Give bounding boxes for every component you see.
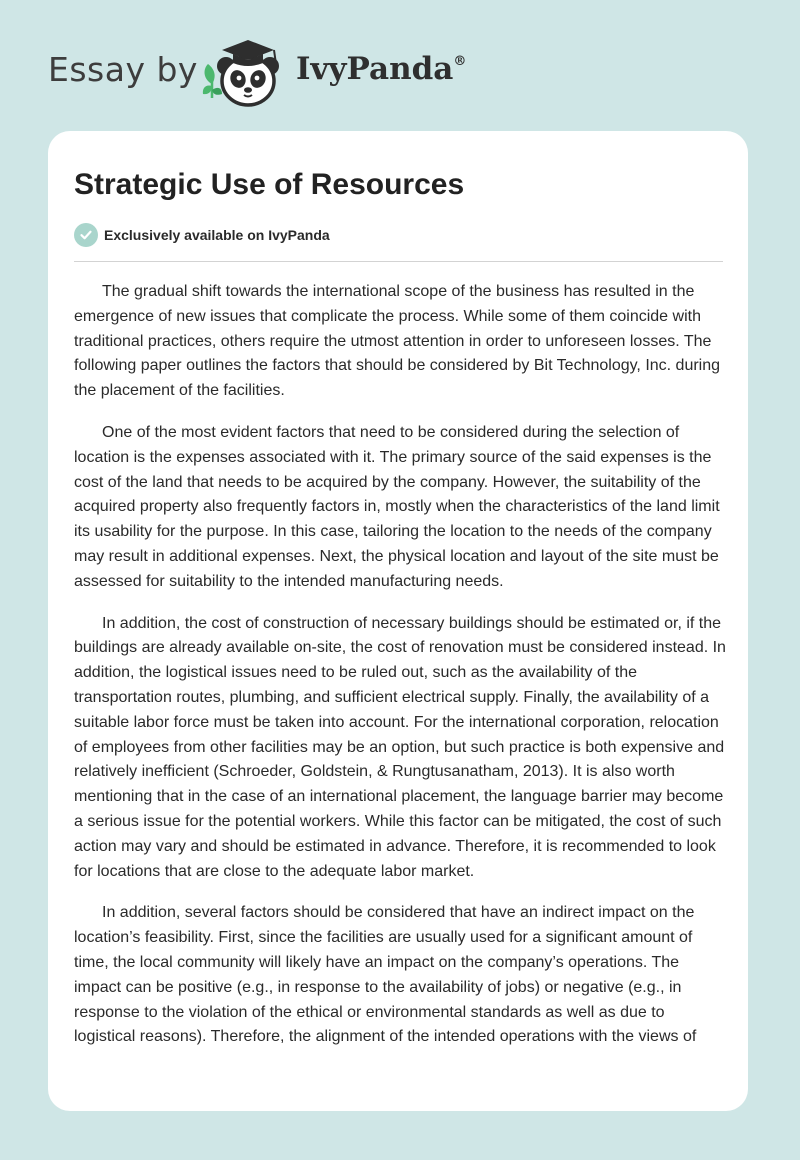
- exclusive-badge: [74, 222, 330, 248]
- brand-name[interactable]: IvyPanda®: [296, 51, 467, 87]
- paragraph: In addition, the cost of construction of necessary buildings should be estimated or, if the buildings are already available on-site, the cost of renovation must be considered instead. In addition, the logistical issues need to be ruled out, such as the availability of the transportation routes, plumbing, and sufficient electrical supply. Finally, the availability of a suitable labor force must be taken into account. For the international corporation, relocation of employees from other facilities may be an option, but such practice is both expensive and relatively inefficient (Schroeder, Goldstein, & Rungtusanatham, 2013). It is also worth mentioning that in the case of an international placement, the language barrier may become a serious issue for the potential workers. While this factor can be mitigated, the cost of such action may vary and should be estimated in advance. Therefore, it is recommended to look for locations that are close to the adequate labor market.: [74, 614, 726, 880]
- panda-graduate-logo-icon[interactable]: [200, 34, 292, 108]
- divider: [74, 261, 723, 262]
- check-circle-icon: [74, 223, 98, 247]
- paragraph: One of the most evident factors that need to be considered during the selection of location is the expenses associated with it. The primary source of the said expenses is the cost of the land that needs to be acquired by the company. However, the suitability of the acquired property also frequently factors in, mostly when the characteristics of the land limit its usability for the purpose. In this case, tailoring the location to the needs of the company may result in additional expenses. Next, the physical location and layout of the site must be assessed for suitability to the intended manufacturing needs.: [74, 423, 720, 590]
- badge-label: Exclusively available on IvyPanda: [104, 227, 330, 243]
- site-header: [0, 0, 800, 120]
- essay-card: [48, 131, 748, 1111]
- page-title: Strategic Use of Resources: [74, 168, 465, 201]
- essay-by-label: Essay by: [48, 50, 198, 89]
- paragraph: The gradual shift towards the international scope of the business has resulted in the emergence of new issues that complicate the process. While some of them coincide with traditional practices, others require the utmost attention in order to unforeseen losses. The following paper outlines the factors that should be considered by Bit Technology, Inc. during the placement of the facilities.: [74, 283, 721, 400]
- paragraph: In addition, several factors should be considered that have an indirect impact on the location’s feasibility. First, since the facilities are usually used for a significant amount of time, the local community will likely have an impact on the company’s operations. The impact can be positive (e.g., in response to the availability of jobs) or negative (e.g., in response to the violation of the ethical or environmental standards as well as due to logistical reasons). Therefore, the alignment of the intended operations with the views of: [74, 904, 697, 1046]
- essay-body: [74, 280, 726, 1067]
- registered-mark: ®: [453, 53, 467, 69]
